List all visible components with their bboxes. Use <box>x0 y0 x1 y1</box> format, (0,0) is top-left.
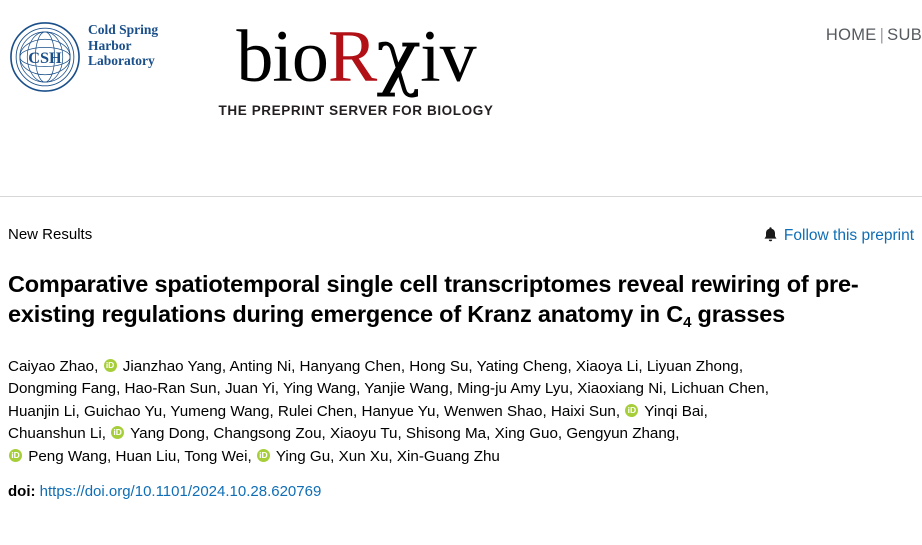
article-category: New Results <box>8 226 93 243</box>
biorxiv-iv: iv <box>420 16 476 98</box>
orcid-icon[interactable] <box>9 449 22 462</box>
follow-preprint-button[interactable] <box>763 226 914 247</box>
author-line <box>8 446 914 469</box>
author-names: Caiyao Zhao, <box>8 357 103 375</box>
article-doi <box>8 482 914 502</box>
bell-icon-svg <box>763 226 778 243</box>
biorxiv-wordmark <box>196 13 516 99</box>
biorxiv-bio: bio <box>236 16 328 98</box>
orcid-icon[interactable] <box>625 404 638 417</box>
biorxiv-logo[interactable] <box>196 13 516 118</box>
author-line <box>8 401 914 424</box>
nav-home-link[interactable]: HOME <box>825 26 877 44</box>
article-block <box>8 226 914 502</box>
author-names: Ying Gu, Xun Xu, Xin-Guang Zhu <box>275 447 500 465</box>
orcid-icon[interactable] <box>104 359 117 372</box>
article-meta-row <box>8 226 914 247</box>
orcid-icon[interactable] <box>111 426 124 439</box>
biorxiv-r: R <box>327 16 377 98</box>
author-names: Huanjin Li, Guichao Yu, Yumeng Wang, Rulei Chen, Hanyue Yu, Wenwen Shao, Haixi Sun, <box>8 402 625 420</box>
orcid-icon[interactable] <box>257 449 270 462</box>
article-title-part1: Comparative spatiotemporal single cell transcriptomes reveal rewiring of pre-existing regulations during emergence of Kranz anatomy in C <box>8 270 859 327</box>
nav-submit-link[interactable]: SUB <box>887 26 922 44</box>
biorxiv-tagline: THE PREPRINT SERVER FOR BIOLOGY <box>218 103 494 118</box>
cshl-line-3: Laboratory <box>88 53 155 68</box>
author-list <box>8 356 914 469</box>
header-divider <box>0 196 922 197</box>
doi-link[interactable]: https://doi.org/10.1101/2024.10.28.620769 <box>39 483 322 500</box>
author-names: Yinqi Bai, <box>644 402 708 420</box>
site-header <box>0 0 922 150</box>
author-names: Yang Dong, Changsong Zou, Xiaoyu Tu, Shisong Ma, Xing Guo, Gengyun Zhang, <box>130 425 680 442</box>
biorxiv-chi: χ <box>376 13 421 99</box>
author-names: Jianzhao Yang, Anting Ni, Hanyang Chen, Hong Su, Yating Cheng, Xiaoya Li, Liyuan Zhong, <box>122 357 744 375</box>
svg-text:CSH: CSH <box>28 47 62 67</box>
article-title <box>8 269 914 333</box>
top-navigation <box>826 26 922 45</box>
author-names: Chuanshun Li, <box>8 425 111 442</box>
article-title-subscript: 4 <box>683 313 692 331</box>
cshl-seal-icon <box>8 20 82 94</box>
follow-preprint-label: Follow this preprint <box>783 227 914 245</box>
author-line <box>8 378 914 401</box>
author-names: Dongming Fang, Hao-Ran Sun, Juan Yi, Ying Wang, Yanjie Wang, Ming-ju Amy Lyu, Xiaoxiang Ni, Lichuan Chen, <box>8 380 769 397</box>
author-names: Peng Wang, Huan Liu, Tong Wei, <box>28 447 256 465</box>
author-line <box>8 356 914 379</box>
cshl-line-2: Harbor <box>88 37 132 53</box>
cshl-logo[interactable] <box>8 20 158 94</box>
bell-icon <box>763 226 778 247</box>
nav-separator: | <box>879 26 885 44</box>
article-title-part2: grasses <box>691 300 785 327</box>
doi-label: doi: <box>8 483 36 500</box>
cshl-line-1: Cold Spring <box>88 22 159 37</box>
cshl-wordmark <box>88 22 158 69</box>
author-line <box>8 423 914 446</box>
